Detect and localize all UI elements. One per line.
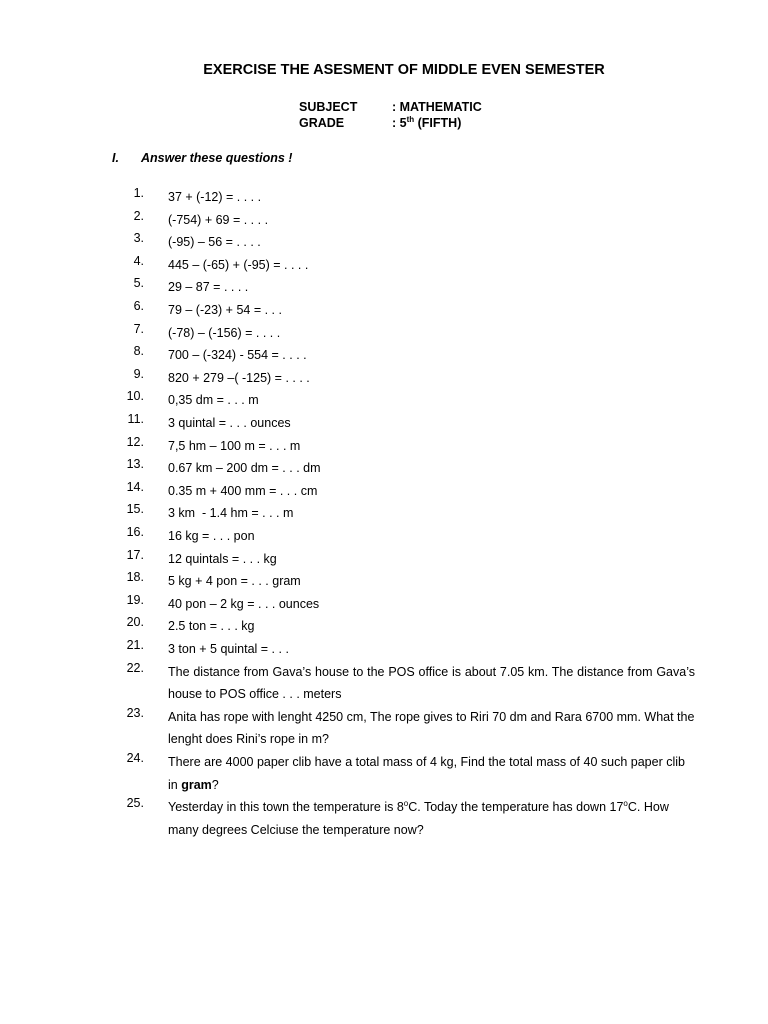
question-text: 12 quintals = . . . kg: [168, 551, 277, 566]
question-text: Anita has rope with lenght 4250 cm, The rope gives to Riri 70 dm and Rara 6700 mm. What the lenght does Rini’s rope in m?: [168, 709, 695, 747]
question-text-part: C. Today the temperature has down 17: [408, 800, 624, 815]
grade-label: GRADE: [299, 116, 345, 130]
question-text: 16 kg = . . . pon: [168, 529, 255, 543]
question-number: 1.: [133, 186, 144, 200]
question-text: 79 – (-23) + 54 = . . .: [168, 303, 282, 317]
question-text: The distance from Gava’s house to the POS office is about 7.05 km. The distance from Gava’s house to POS office . . . meters: [168, 664, 695, 702]
subject-line: [299, 100, 482, 114]
question-number: 14.: [126, 479, 144, 494]
question-number: 19.: [126, 592, 144, 607]
question-number: 25.: [126, 796, 144, 811]
question-number: 2.: [133, 208, 144, 223]
question-text: [168, 751, 695, 796]
question-text: 700 – (-324) - 554 = . . . .: [168, 348, 307, 363]
grade-line: [299, 116, 461, 130]
grade-value-prefix: : 5: [392, 116, 407, 130]
question-text: 3 quintal = . . . ounces: [168, 416, 291, 430]
grade-value-suffix: (FIFTH): [414, 116, 462, 130]
section-number: I.: [112, 151, 119, 165]
question-number: 11.: [127, 412, 144, 426]
question-text: 29 – 87 = . . . .: [168, 280, 249, 295]
subject-value: : MATHEMATIC: [392, 100, 482, 114]
question-number: 4.: [133, 253, 144, 268]
question-number: 18.: [126, 570, 144, 585]
question-text: 5 kg + 4 pon = . . . gram: [168, 574, 301, 589]
question-number: 7.: [133, 321, 144, 336]
question-number: 12.: [126, 434, 144, 449]
degree-sup: o: [623, 799, 628, 809]
question-number: 10.: [126, 389, 144, 404]
question-text: 0.67 km – 200 dm = . . . dm: [168, 461, 321, 476]
question-text: 37 + (-12) = . . . .: [168, 190, 262, 204]
question-text: 820 + 279 –( -125) = . . . .: [168, 370, 310, 385]
section-instruction: Answer these questions !: [141, 151, 293, 165]
question-text: (-754) + 69 = . . . .: [168, 212, 269, 227]
question-text: 445 – (-65) + (-95) = . . . .: [168, 257, 309, 272]
question-number: 17.: [126, 547, 144, 562]
question-number: 16.: [126, 525, 144, 539]
question-text: 3 km - 1.4 hm = . . . m: [168, 506, 294, 521]
degree-sup: o: [403, 799, 409, 809]
question-text: 0,35 dm = . . . m: [168, 393, 259, 408]
question-number: 20.: [126, 615, 144, 630]
page-title: EXERCISE THE ASESMENT OF MIDDLE EVEN SEMESTER: [203, 62, 605, 78]
question-text: [168, 796, 695, 841]
grade-value-sup: th: [406, 114, 415, 124]
question-number: 24.: [126, 751, 144, 765]
question-number: 9.: [133, 366, 144, 381]
question-number: 23.: [126, 705, 144, 720]
question-number: 15.: [126, 502, 144, 517]
question-text: 0.35 m + 400 mm = . . . cm: [168, 483, 318, 498]
question-number: 6.: [133, 299, 144, 313]
question-number: 22.: [126, 660, 144, 675]
question-text-part: C. How many degrees Celciuse the temperature now?: [168, 800, 669, 837]
subject-label: SUBJECT: [299, 100, 358, 114]
question-number: 8.: [133, 344, 144, 359]
question-text-part: Yesterday in this town the temperature is 8: [168, 800, 404, 815]
question-text: 3 ton + 5 quintal = . . .: [168, 642, 289, 656]
question-text-part: There are 4000 paper clib have a total mass of 4 kg, Find the total mass of 40 such paper clib in: [168, 755, 685, 792]
question-number: 13.: [126, 457, 144, 472]
question-text: (-95) – 56 = . . . .: [168, 235, 261, 250]
question-text: 7,5 hm – 100 m = . . . m: [168, 438, 301, 453]
question-text: (-78) – (-156) = . . . .: [168, 325, 281, 340]
question-number: 5.: [133, 276, 144, 291]
question-number: 3.: [133, 231, 144, 246]
question-number: 21.: [126, 638, 144, 652]
question-text-part: ?: [211, 777, 219, 792]
question-text: 40 pon – 2 kg = . . . ounces: [168, 596, 320, 611]
question-text: 2.5 ton = . . . kg: [168, 619, 255, 634]
question-bold-word: gram: [181, 777, 212, 792]
